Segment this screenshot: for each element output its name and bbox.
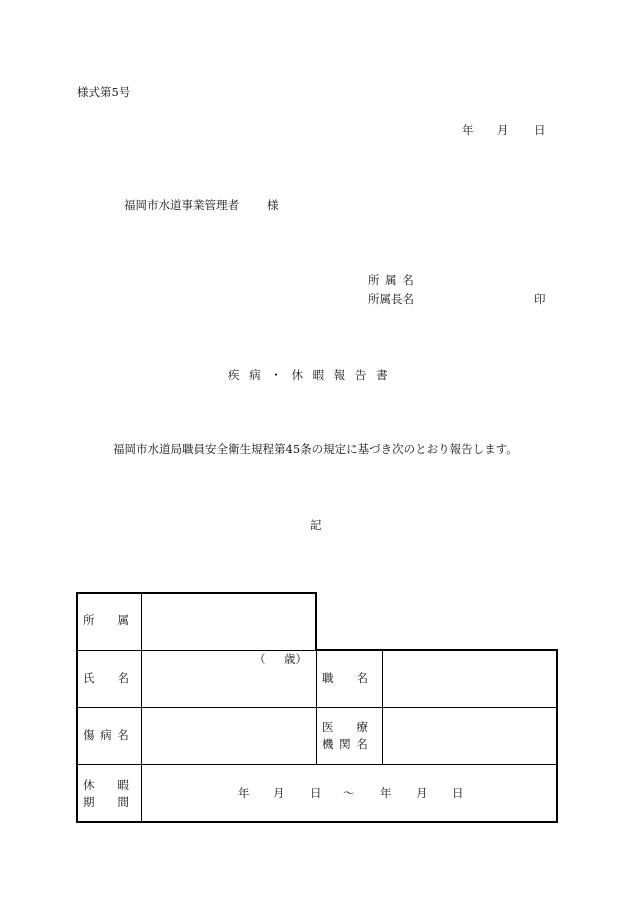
seal-label: 印 [534, 292, 546, 306]
medical-institution-value-cell[interactable] [384, 708, 555, 763]
age-close-label: 歳） [284, 652, 307, 666]
period-start-day: 日 [310, 786, 322, 800]
period-end-year: 年 [380, 786, 392, 800]
position-value-cell[interactable] [384, 651, 555, 706]
table-top-right-step [315, 592, 317, 651]
date-month-label: 月 [497, 123, 509, 137]
medical-institution-label-2: 機 関 名 [322, 737, 369, 751]
leave-period-label-2: 期 間 [83, 795, 129, 809]
recipient-honorific: 様 [267, 198, 279, 212]
middle-column-divider [316, 650, 317, 765]
date-year-label: 年 [462, 123, 474, 137]
label-column-divider [141, 593, 142, 822]
period-start-year: 年 [238, 786, 250, 800]
document-title: 疾 病 ・ 休 暇 報 告 書 [228, 368, 391, 382]
name-label: 氏 名 [83, 671, 129, 685]
table-right-border [556, 649, 558, 823]
period-end-day: 日 [452, 786, 464, 800]
affiliation-value-cell[interactable] [143, 594, 315, 649]
date-day-label: 日 [534, 123, 546, 137]
age-open-paren: （ [254, 652, 266, 666]
disease-value-cell[interactable] [143, 708, 315, 763]
affiliation-name-label: 所 属 名 [368, 273, 415, 287]
medical-institution-label-1: 医 療 [322, 720, 368, 734]
ki-label: 記 [310, 518, 322, 532]
department-head-label: 所属長名 [368, 292, 414, 306]
leave-period-label-1: 休 暇 [83, 778, 129, 792]
period-tilde: ～ [343, 786, 355, 800]
right-label-column-divider [382, 650, 383, 765]
period-start-month: 月 [273, 786, 285, 800]
form-number: 様式第5号 [77, 85, 131, 99]
affiliation-label: 所 属 [83, 613, 129, 627]
recipient: 福岡市水道事業管理者 [124, 198, 239, 212]
period-end-month: 月 [416, 786, 428, 800]
position-label: 職 名 [322, 671, 368, 685]
disease-name-label: 傷 病 名 [83, 728, 130, 742]
body-text: 福岡市水道局職員安全衛生規程第45条の規定に基づき次のとおり報告します。 [113, 442, 518, 456]
table-bottom-border [76, 821, 558, 823]
